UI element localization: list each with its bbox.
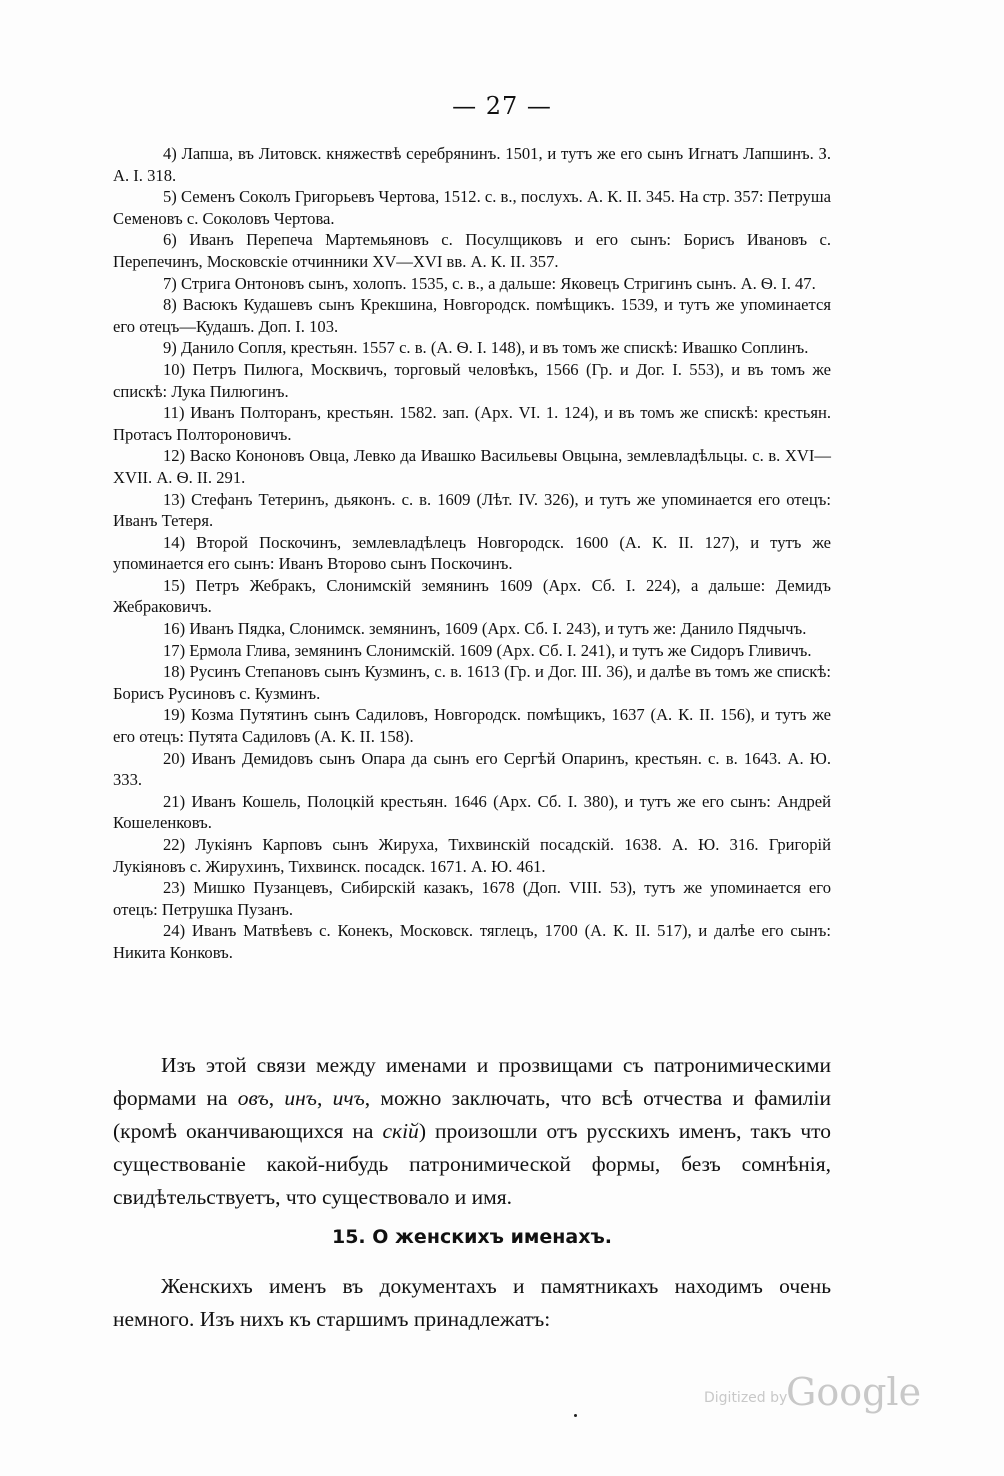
list-item: 19) Козма Путятинъ сынъ Садиловъ, Новгородск. помѣщикъ, 1637 (А. К. II. 156), и тутъ же его отецъ: Путята Садиловъ (А. К. II. 158). [113, 705, 831, 747]
digitized-watermark [704, 1370, 924, 1420]
list-item: 11) Иванъ Полторанъ, крестьян. 1582. зап. (Арх. VI. 1. 124), и въ томъ же спискѣ: крестьян. Протасъ Полтороновичъ. [113, 403, 831, 444]
conclusion-text-3: ) произошли отъ русскихъ именъ, такъ что существованіе какой-нибудь патронимической формы, безъ сомнѣнія, свидѣтельствуетъ, что существовало и имя. [113, 1119, 832, 1209]
list-item: 22) Лукіянъ Карповъ сынъ Жируха, Тихвинскій посадскій. 1638. А. Ю. 316. Григорій Лукіяновъ с. Жирухинъ, Тихвинск. посадск. 1671. А. Ю. 461. [113, 835, 831, 876]
list-item: 20) Иванъ Демидовъ сынъ Опара да сынъ его Сергѣй Опаринъ, крестьян. с. в. 1643. А. Ю. 333. [113, 748, 831, 790]
list-item: 17) Ермола Глива, земянинъ Слонимскій. 1609 (Арх. Сб. I. 241), и тутъ же Сидоръ Гливичъ. [163, 640, 812, 660]
surname-entries-list [113, 143, 831, 964]
list-item: 5) Семенъ Соколъ Григорьевъ Чертова, 1512. с. в., послухъ. А. К. II. 345. На стр. 357: Петруша Семеновъ с. Соколовъ Чертова. [113, 187, 831, 228]
conclusion-text-2: , можно заключать, что всѣ отчества и фамиліи (кромѣ оканчивающихся на [113, 1086, 832, 1143]
scan-speck [574, 1414, 577, 1417]
suffix-in: инъ [284, 1086, 317, 1110]
list-item: 8) Васюкъ Кудашевъ сынъ Крекшина, Новгородск. помѣщикъ. 1539, и тутъ же упоминается его отецъ—Кудашъ. Доп. I. 103. [113, 295, 831, 336]
list-item: 15) Петръ Жебракъ, Слонимскій земянинъ 1609 (Арх. Сб. I. 224), а дальше: Демидъ Жебраковичъ. [113, 575, 831, 617]
watermark-logo: Google [786, 1370, 922, 1414]
section-paragraph: Женскихъ именъ въ документахъ и памятникахъ находимъ очень немного. Изъ нихъ къ старшимъ принадлежатъ: [113, 1274, 831, 1331]
list-item: 7) Стрига Онтоновъ сынъ, холопъ. 1535, с. в., а дальше: Яковецъ Стригинъ сынъ. А. Ѳ. I. 47. [163, 273, 816, 293]
list-item: 16) Иванъ Пядка, Слонимск. земянинъ, 1609 (Арх. Сб. I. 243), и тутъ же: Данило Пядчычъ. [163, 619, 807, 639]
suffix-ov: овъ [237, 1086, 269, 1110]
list-item: 12) Васко Кононовъ Овца, Левко да Ивашко Васильевы Овцына, землевладѣльцы. с. в. XVI—XVII. А. Ѳ. II. 291. [113, 446, 831, 487]
conclusion-text-1: Изъ этой связи между именами и прозвищами съ патронимическими формами на [113, 1053, 831, 1110]
list-item: 14) Второй Поскочинъ, землевладѣлецъ Новгородск. 1600 (А. К. II. 127), и тутъ же упоминается его сынъ: Иванъ Второво сынъ Поскочинъ. [113, 532, 831, 574]
suffix-skiy: скій [382, 1119, 419, 1143]
section-heading: 15. О женскихъ именахъ. [331, 1226, 612, 1248]
list-item: 23) Мишко Пузанцевъ, Сибирскій казакъ, 1678 (Доп. VIII. 53), тутъ же упоминается его отецъ: Петрушка Пузанъ. [113, 878, 831, 919]
page-number: — 27 — [452, 92, 552, 120]
list-item: 9) Данило Сопля, крестьян. 1557 с. в. (А. Ѳ. I. 148), и въ томъ же спискѣ: Ивашко Соплинъ. [163, 338, 809, 358]
suffix-ich: ичъ [332, 1086, 365, 1110]
conclusion-paragraph [113, 1049, 831, 1214]
list-item: 6) Иванъ Перепеча Мартемьяновъ с. Посулщиковъ и его сынъ: Борисъ Ивановъ с. Перепечинъ, Московскіе отчинники XV—XVI вв. А. К. II. 357. [113, 230, 831, 271]
list-item: 4) Лапша, въ Литовск. княжествѣ серебрянинъ. 1501, и тутъ же его сынъ Игнатъ Лапшинъ. З. А. I. 318. [113, 144, 831, 185]
list-item: 21) Иванъ Кошель, Полоцкій крестьян. 1646 (Арх. Сб. I. 380), и тутъ же его сынъ: Андрей Кошеленковъ. [113, 791, 831, 833]
separator: , [316, 1086, 333, 1110]
separator: , [268, 1086, 285, 1110]
list-item: 18) Русинъ Степановъ сынъ Кузминъ, с. в. 1613 (Гр. и Дог. III. 36), и далѣе въ томъ же спискѣ: Борисъ Русиновъ с. Кузминъ. [113, 662, 831, 703]
list-item: 24) Иванъ Матвѣевъ с. Конекъ, Московск. тяглецъ, 1700 (А. К. II. 517), и далѣе его сынъ: Никита Конковъ. [113, 921, 831, 962]
list-item: 13) Стефанъ Тетеринъ, дьяконъ. с. в. 1609 (Лѣт. IV. 326), и тутъ же упоминается его отецъ: Иванъ Тетеря. [113, 489, 831, 531]
watermark-prefix: Digitized by [704, 1390, 788, 1406]
list-item: 10) Петръ Пилюга, Москвичъ, торговый человѣкъ, 1566 (Гр. и Дог. I. 553), и въ томъ же спискѣ: Лука Пилюгинъ. [113, 359, 831, 401]
